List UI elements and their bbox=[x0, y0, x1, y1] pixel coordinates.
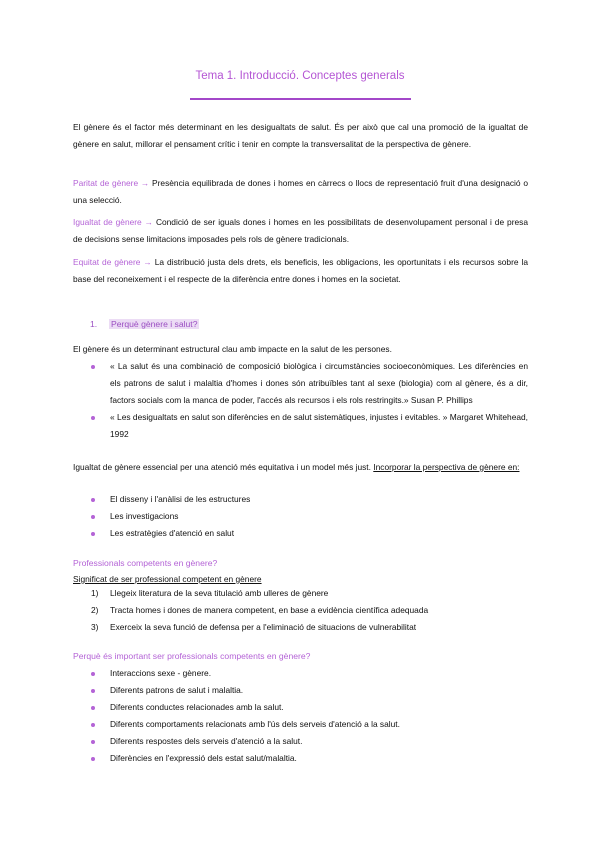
quote-list bbox=[110, 358, 528, 443]
definition-text: La distribució justa dels drets, els beneficis, les obligacions, les oportunitats i els recursos sobre la base del reconeixement i el respecte de la diferència entre dones i homes en la societat. bbox=[73, 257, 529, 284]
arrow-icon: → bbox=[140, 178, 150, 188]
bullet-icon bbox=[91, 723, 95, 727]
bullet-icon bbox=[91, 672, 95, 676]
list-item: Les estratègies d'atenció en salut bbox=[110, 525, 528, 542]
importance-list bbox=[110, 665, 528, 767]
title-underline bbox=[190, 98, 411, 100]
professionals-subheading: Significat de ser professional competent en gènere bbox=[73, 574, 262, 584]
definition-term: Paritat de gènere bbox=[73, 178, 139, 188]
definition-text: Condició de ser iguals dones i homes en les possibilitats de desenvolupament personal i de presa de decisions sense limitacions imposades pels rols de gènere tradicionals. bbox=[73, 217, 528, 244]
list-item: 1) Llegeix literatura de la seva titulació amb ulleres de gènere bbox=[91, 588, 329, 598]
bullet-icon bbox=[91, 365, 95, 369]
bullet-icon bbox=[91, 416, 95, 420]
bullet-icon bbox=[91, 689, 95, 693]
professionals-list bbox=[91, 585, 528, 636]
list-item: El disseny i l'anàlisi de les estructures bbox=[110, 491, 528, 508]
page-title: Tema 1. Introducció. Conceptes generals bbox=[195, 70, 405, 82]
equity-paragraph bbox=[73, 459, 528, 476]
definition-term: Equitat de gènere bbox=[73, 257, 141, 267]
equity-underlined-text: Incorporar la perspectiva de gènere en: bbox=[373, 462, 520, 472]
quote-text: « Les desigualtats en salut son diferències en de salut sistemàtiques, injustes i evitables. » Margaret Whitehead, 1992 bbox=[110, 412, 528, 439]
definition-igualtat bbox=[73, 214, 528, 248]
bullet-icon bbox=[91, 740, 95, 744]
list-item: Diferents comportaments relacionats amb l'ús dels serveis d'atenció a la salut. bbox=[110, 716, 528, 733]
list-item: 2) Tracta homes i dones de manera competent, en base a evidència científica adequada bbox=[91, 605, 429, 615]
list-item: 3) Exerceix la seva funció de defensa per a l'eliminació de situacions de vulnerabilitat bbox=[91, 622, 417, 632]
list-item bbox=[110, 409, 528, 443]
bullet-icon bbox=[91, 515, 95, 519]
intro-paragraph: El gènere és el factor més determinant en les desigualtats de salut. És per això que cal una promoció de la igualtat de gènere en salut, millorar el pensament crític i tenir en compte la transversalitat de la perspectiva de gènere. bbox=[73, 122, 528, 149]
list-item bbox=[110, 358, 528, 409]
list-item: Interaccions sexe - gènere. bbox=[110, 665, 528, 682]
list-item: Diferències en l'expressió dels estat salut/malaltia. bbox=[110, 750, 528, 767]
definition-text: Presència equilibrada de dones i homes en càrrecs o llocs de representació fruit d'una designació o una selecció. bbox=[73, 178, 528, 205]
section-number: 1. bbox=[90, 319, 98, 329]
incorporate-list bbox=[110, 491, 528, 542]
arrow-icon: → bbox=[143, 257, 152, 267]
equity-text: Igualtat de gènere essencial per una atenció més equitativa i un model més just. bbox=[73, 462, 371, 472]
quote-text: « La salut és una combinació de composició biològica i circumstàncies socioeconòmiques. Les diferències en els patrons de salut i malaltia d'homes i dones són atribuïbles tant al sexe (biologia) com al gènere, és a dir, factors socials com la manca de poder, l'accés als recursos i els rols restringits.» Susan P. Phillips bbox=[110, 361, 528, 405]
list-item: Les investigacions bbox=[110, 508, 528, 525]
arrow-icon: → bbox=[144, 217, 154, 227]
list-item: Diferents conductes relacionades amb la salut. bbox=[110, 699, 528, 716]
definition-equitat bbox=[73, 254, 528, 288]
bullet-icon bbox=[91, 757, 95, 761]
importance-heading: Perquè és important ser professionals competents en gènere? bbox=[73, 651, 311, 661]
section-heading: Perquè gènere i salut? bbox=[111, 319, 198, 329]
bullet-icon bbox=[91, 498, 95, 502]
definition-term: Igualtat de gènere bbox=[73, 217, 142, 227]
professionals-heading: Professionals competents en gènere? bbox=[73, 558, 218, 568]
list-item: Diferents respostes dels serveis d'atenció a la salut. bbox=[110, 733, 528, 750]
definition-paritat bbox=[73, 175, 528, 209]
bullet-icon bbox=[91, 706, 95, 710]
bullet-icon bbox=[91, 532, 95, 536]
section-lead: El gènere és un determinant estructural clau amb impacte en la salut de les persones. bbox=[73, 344, 392, 354]
list-item: Diferents patrons de salut i malaltia. bbox=[110, 682, 528, 699]
